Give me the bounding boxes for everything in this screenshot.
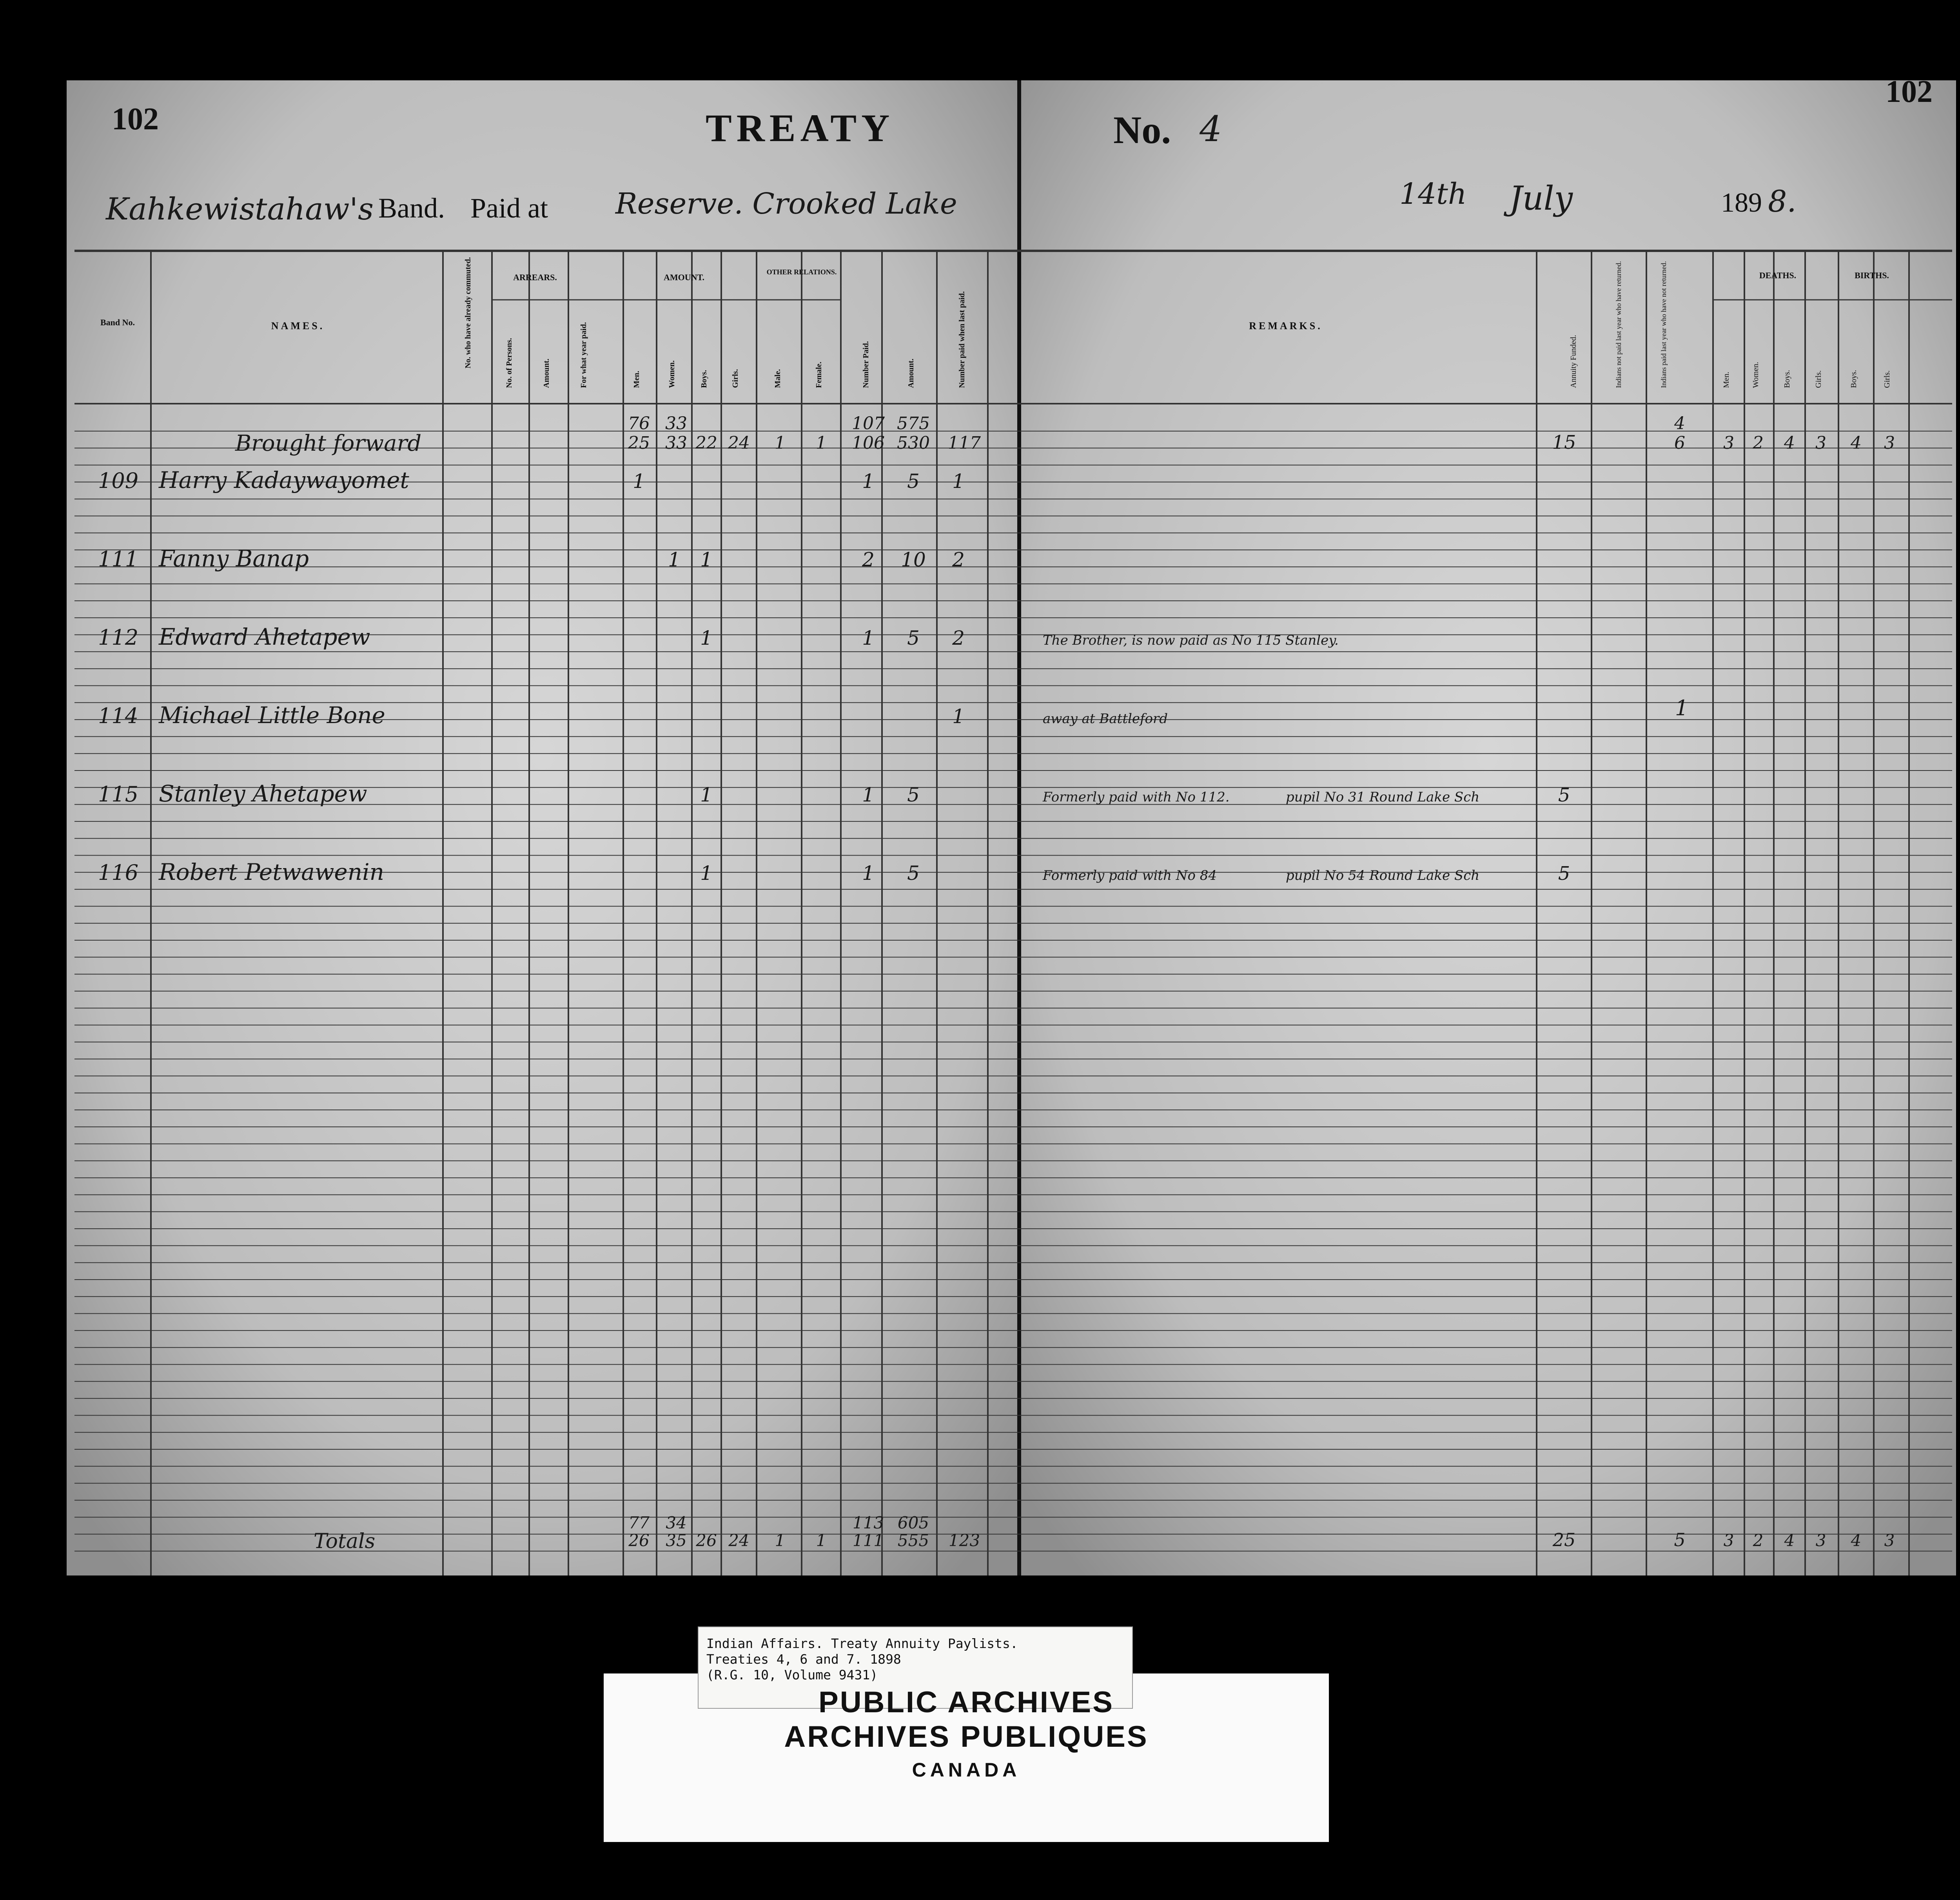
tot-amount-top: 605 xyxy=(897,1513,929,1532)
header-remarks: REMARKS. xyxy=(1249,320,1323,332)
tot-amount: 555 xyxy=(897,1531,929,1550)
bf-annuity-funded: 15 xyxy=(1552,431,1576,453)
tot-men-top: 77 xyxy=(628,1513,650,1532)
header-band-no: Band No. xyxy=(100,317,135,327)
tot-number-paid-top: 113 xyxy=(852,1513,884,1532)
bf-last-paid: 117 xyxy=(948,433,981,453)
row-last-paid: 1 xyxy=(952,470,965,493)
row-number-paid: 1 xyxy=(862,627,875,649)
year-printed: 189 xyxy=(1721,188,1762,218)
tot-number-paid: 111 xyxy=(852,1531,884,1550)
bf-women-top: 33 xyxy=(665,413,687,433)
row-name: Stanley Ahetapew xyxy=(159,780,367,807)
row-name: Robert Petwawenin xyxy=(159,859,385,885)
row-men: 1 xyxy=(633,470,645,493)
bf-amount: 530 xyxy=(897,433,930,453)
bf-amount-top: 575 xyxy=(897,413,930,433)
row-number-paid: 1 xyxy=(862,470,875,493)
archive-country: CANADA xyxy=(912,1759,1021,1781)
row-remarks-detail: pupil No 54 Round Lake Sch xyxy=(1286,868,1480,883)
treaty-no-label: No. xyxy=(1113,108,1171,152)
date-day: 14th xyxy=(1399,177,1467,211)
row-annuity-funded: 5 xyxy=(1558,863,1570,885)
bf-deaths-girls: 3 xyxy=(1815,433,1826,453)
header-deaths-men: Men. xyxy=(1722,372,1731,388)
row-band-no: 112 xyxy=(98,625,139,650)
bf-births-girls: 3 xyxy=(1884,433,1895,453)
header-arrears-years: For what year paid. xyxy=(579,322,588,388)
tot-male: 1 xyxy=(775,1531,786,1550)
archive-title-block xyxy=(698,1685,1235,1786)
tot-deaths-men: 3 xyxy=(1723,1531,1734,1550)
year-written: 8. xyxy=(1768,184,1797,219)
header-number-paid: Number Paid. xyxy=(862,341,870,388)
bf-deaths-women: 2 xyxy=(1753,433,1764,453)
tot-annuity-funded: 25 xyxy=(1552,1529,1576,1550)
bf-absent: 6 xyxy=(1674,433,1685,453)
archive-line-1: Indian Affairs. Treaty Annuity Paylists. xyxy=(706,1636,1018,1651)
page-number-right: 102 xyxy=(1886,74,1933,109)
archive-title-fr: ARCHIVES PUBLIQUES xyxy=(784,1720,1149,1753)
header-girls: Girls. xyxy=(731,369,740,388)
header-female: Female. xyxy=(815,361,823,388)
bf-female: 1 xyxy=(816,433,827,453)
row-name: Harry Kadaywayomet xyxy=(159,467,409,493)
row-amount: 5 xyxy=(907,783,920,806)
right-page xyxy=(1019,80,1956,1575)
header-women: Women. xyxy=(668,360,676,388)
row-boys: 1 xyxy=(700,548,713,571)
header-births: BIRTHS. xyxy=(1855,270,1889,280)
bf-number-paid: 106 xyxy=(852,433,885,453)
tot-deaths-women: 2 xyxy=(1753,1531,1764,1550)
header-deaths-women: Women. xyxy=(1751,362,1760,388)
header-arrears-persons: No. of Persons. xyxy=(505,338,514,388)
bf-absent-top: 4 xyxy=(1674,413,1685,433)
tot-female: 1 xyxy=(816,1531,827,1550)
tot-girls: 24 xyxy=(728,1531,750,1550)
tot-absent: 5 xyxy=(1674,1529,1686,1550)
header-annuity-funded: Annuity Funded. xyxy=(1569,335,1578,388)
bf-deaths-boys: 4 xyxy=(1784,433,1795,453)
archive-label xyxy=(604,1626,1329,1846)
header-not-paid-returned: Indians not paid last year who have returned. xyxy=(1615,261,1622,388)
row-remarks: Formerly paid with No 84 xyxy=(1043,868,1217,883)
row-name: Edward Ahetapew xyxy=(159,624,370,650)
row-band-no: 114 xyxy=(98,703,139,728)
row-last-paid: 2 xyxy=(952,548,965,571)
header-amount-col: Amount. xyxy=(907,358,915,388)
band-label: Band. xyxy=(378,192,445,224)
bf-men: 25 xyxy=(628,433,650,453)
header-deaths-boys: Boys. xyxy=(1783,370,1791,388)
paid-at-value: Reserve. Crooked Lake xyxy=(615,187,957,221)
bf-women: 33 xyxy=(665,433,687,453)
row-remarks: Formerly paid with No 112. xyxy=(1043,789,1230,805)
archive-line-3: (R.G. 10, Volume 9431) xyxy=(706,1667,878,1682)
row-number-paid: 1 xyxy=(862,783,875,806)
row-amount: 10 xyxy=(901,548,926,571)
header-already-commuted: No. who have already commuted. xyxy=(464,257,472,368)
tot-women: 35 xyxy=(666,1531,687,1550)
treaty-no-value: 4 xyxy=(1200,109,1222,150)
header-deaths-girls: Girls. xyxy=(1814,370,1823,388)
date-month: July xyxy=(1509,179,1573,218)
header-names: NAMES. xyxy=(271,320,325,332)
bf-boys: 22 xyxy=(695,433,717,453)
row-boys: 1 xyxy=(700,783,713,806)
archive-line-2: Treaties 4, 6 and 7. 1898 xyxy=(706,1652,901,1667)
bf-male: 1 xyxy=(775,433,786,453)
row-last-paid: 2 xyxy=(952,627,965,649)
bf-men-top: 76 xyxy=(628,413,650,433)
row-women: 1 xyxy=(668,548,681,571)
row-annuity-funded: 5 xyxy=(1558,784,1570,806)
bf-number-paid-top: 107 xyxy=(852,413,885,433)
row-number-paid: 2 xyxy=(862,548,875,571)
paid-at-label: Paid at xyxy=(470,192,548,224)
treaty-title: TREATY xyxy=(706,106,895,150)
bf-label: Brought forward xyxy=(235,431,422,456)
left-page xyxy=(67,80,1019,1575)
row-amount: 5 xyxy=(907,627,920,649)
header-arrears: ARREARS. xyxy=(513,272,557,282)
tot-deaths-girls: 3 xyxy=(1815,1531,1826,1550)
tot-last-paid: 123 xyxy=(948,1531,980,1550)
row-last-paid: 1 xyxy=(952,705,965,728)
row-amount: 5 xyxy=(907,862,920,885)
header-boys: Boys. xyxy=(700,370,708,388)
header-arrears-amount: Amount. xyxy=(542,358,551,388)
header-men: Men. xyxy=(632,371,641,388)
row-band-no: 111 xyxy=(98,547,139,571)
header-male: Male. xyxy=(773,369,782,388)
header-last-paid: Number paid when last paid. xyxy=(958,291,966,388)
bf-deaths-men: 3 xyxy=(1723,433,1734,453)
tot-boys: 26 xyxy=(696,1531,717,1550)
row-boys: 1 xyxy=(700,862,713,885)
bf-girls: 24 xyxy=(728,433,750,453)
row-band-no: 116 xyxy=(98,860,139,885)
tot-men: 26 xyxy=(628,1531,650,1550)
row-name: Fanny Banap xyxy=(159,545,309,572)
totals-label: Totals xyxy=(314,1530,376,1553)
header-other-relations: OTHER RELATIONS. xyxy=(766,268,837,276)
tot-births-boys: 4 xyxy=(1851,1531,1862,1550)
header-births-girls: Girls. xyxy=(1883,370,1891,388)
row-name: Michael Little Bone xyxy=(159,702,385,729)
row-paid-not-returned: 1 xyxy=(1675,696,1689,720)
row-boys: 1 xyxy=(700,627,713,649)
row-remarks: away at Battleford xyxy=(1043,711,1168,727)
tot-births-girls: 3 xyxy=(1884,1531,1895,1550)
row-remarks: The Brother, is now paid as No 115 Stanley. xyxy=(1043,633,1339,648)
header-paid-not-returned: Indians paid last year who have not returned. xyxy=(1660,261,1668,388)
bf-births-boys: 4 xyxy=(1851,433,1862,453)
header-births-boys: Boys. xyxy=(1849,370,1858,388)
tot-deaths-boys: 4 xyxy=(1784,1531,1795,1550)
header-amount: AMOUNT. xyxy=(663,272,705,282)
row-amount: 5 xyxy=(907,470,920,493)
archive-title-en: PUBLIC ARCHIVES xyxy=(818,1686,1114,1719)
row-band-no: 109 xyxy=(98,468,139,493)
page-number-left: 102 xyxy=(112,102,159,136)
row-remarks-detail: pupil No 31 Round Lake Sch xyxy=(1286,789,1480,805)
row-band-no: 115 xyxy=(98,782,139,807)
tot-women-top: 34 xyxy=(666,1513,687,1532)
band-name: Kahkewistahaw's xyxy=(106,192,374,227)
row-number-paid: 1 xyxy=(862,862,875,885)
header-deaths: DEATHS. xyxy=(1759,270,1797,280)
